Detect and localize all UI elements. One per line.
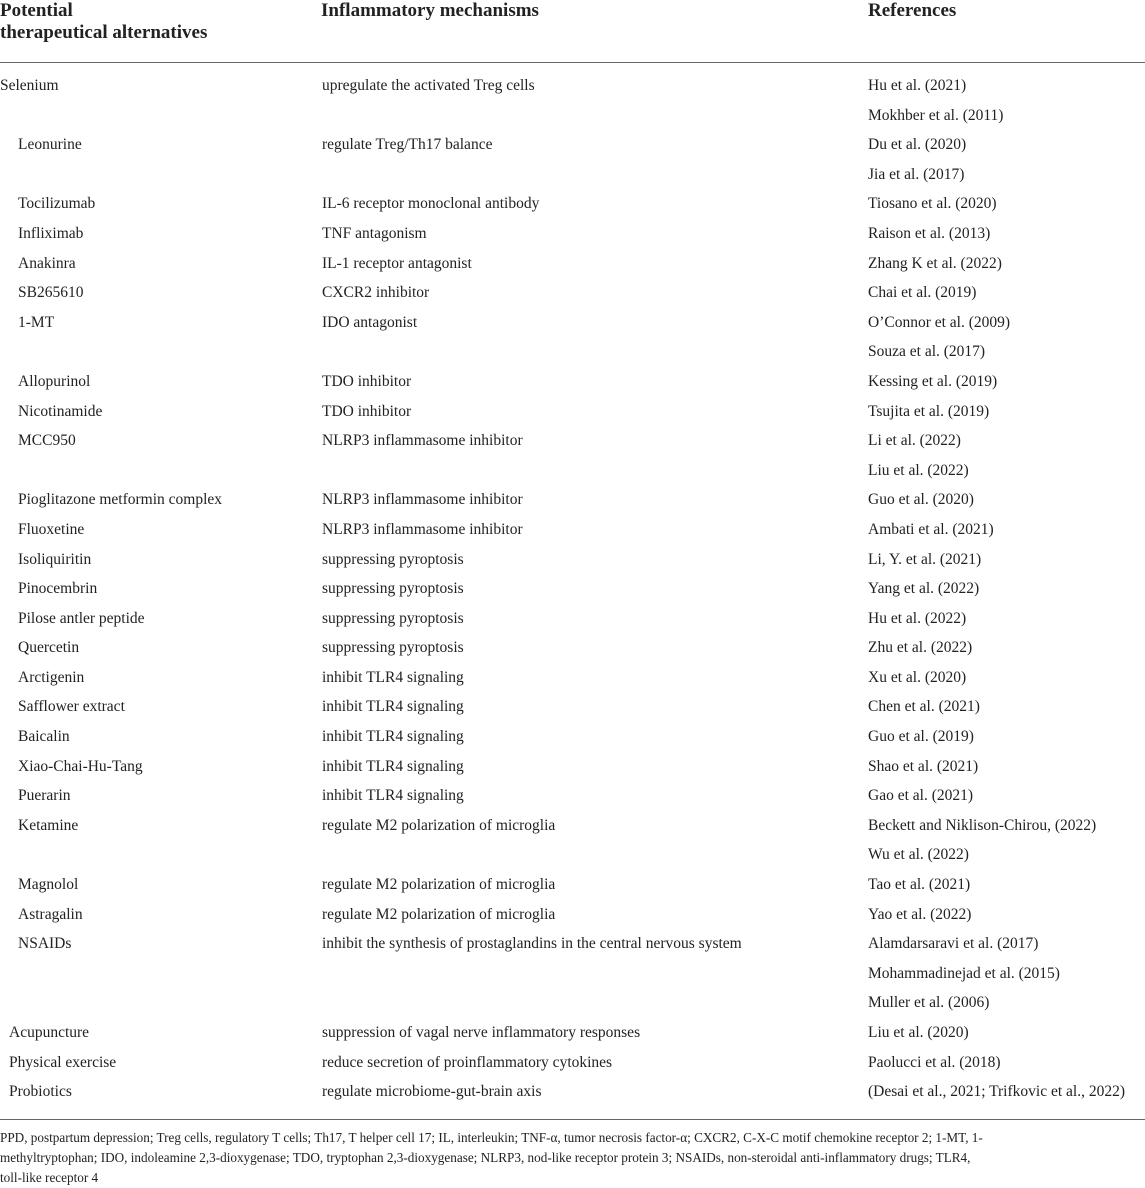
alternative-cell: Safflower extract (18, 698, 125, 716)
mechanism-cell: NLRP3 inflammasome inhibitor (322, 520, 523, 538)
mechanism-cell: regulate Treg/Th17 balance (322, 136, 493, 154)
table-row (0, 1078, 1145, 1108)
mechanism-cell: regulate M2 polarization of microglia (322, 905, 556, 923)
alternative-cell: Physical exercise (9, 1053, 117, 1071)
alternative-cell: Fluoxetine (18, 520, 85, 538)
table-row (0, 605, 1145, 635)
reference-cell: Gao et al. (2021) (868, 787, 974, 805)
alternative-cell: Xiao-Chai-Hu-Tang (18, 757, 143, 775)
table-row (0, 161, 1145, 191)
table-row (0, 989, 1145, 1019)
alternative-cell: Ketamine (18, 816, 79, 834)
reference-cell: Zhang K et al. (2022) (868, 254, 1002, 272)
alternative-cell: Acupuncture (9, 1024, 90, 1041)
header-alternatives (0, 0, 207, 44)
table-row (0, 634, 1145, 664)
reference-cell: Kessing et al. (2019) (868, 372, 998, 390)
table-row (0, 516, 1145, 546)
table-row (0, 338, 1145, 368)
reference-cell: (Desai et al., 2021; Trifkovic et al., 2022) (868, 1083, 1125, 1101)
table-row (0, 960, 1145, 990)
reference-cell: O’Connor et al. (2009) (868, 313, 1011, 331)
table-row (0, 220, 1145, 250)
reference-cell: Guo et al. (2020) (868, 491, 974, 509)
footnote-line: PPD, postpartum depression; Treg cells, regulatory T cells; Th17, T helper cell 17; IL, interleukin; TNF-α, tumor necrosis factor-α; CXCR2, C-X-C motif chemokine receptor 2; 1-MT, 1- (0, 1130, 983, 1145)
header-references: References (868, 0, 957, 21)
reference-cell: Ambati et al. (2021) (868, 520, 994, 538)
table-row (0, 664, 1145, 694)
reference-cell: Hu et al. (2021) (868, 77, 967, 94)
mechanism-cell: upregulate the activated Treg cells (322, 77, 535, 94)
header-mechanisms: Inflammatory mechanisms (321, 0, 539, 21)
table-row (0, 457, 1145, 487)
table-row (0, 486, 1145, 516)
table-row (0, 398, 1145, 428)
table-row (0, 693, 1145, 723)
mechanism-cell: TDO inhibitor (322, 402, 412, 420)
reference-cell: Li et al. (2022) (868, 432, 961, 450)
reference-cell: Mokhber et al. (2011) (868, 106, 1004, 124)
alternative-cell: Probiotics (9, 1083, 72, 1101)
table-row (0, 723, 1145, 753)
alternative-cell: Leonurine (18, 136, 82, 154)
mechanism-cell: suppressing pyroptosis (322, 639, 464, 657)
table-row (0, 753, 1145, 783)
reference-cell: Jia et al. (2017) (868, 165, 965, 183)
reference-cell: Muller et al. (2006) (868, 994, 990, 1012)
table-row (0, 1049, 1145, 1079)
table-row (0, 546, 1145, 576)
mechanism-cell: NLRP3 inflammasome inhibitor (322, 491, 523, 509)
reference-cell: Xu et al. (2020) (868, 668, 967, 686)
alternative-cell: Pilose antler peptide (18, 609, 145, 627)
reference-cell: Yang et al. (2022) (868, 580, 980, 598)
mechanism-cell: CXCR2 inhibitor (322, 284, 430, 302)
alternative-cell: MCC950 (18, 432, 76, 450)
reference-cell: Guo et al. (2019) (868, 728, 974, 746)
table-row (0, 279, 1145, 309)
reference-cell: Zhu et al. (2022) (868, 639, 973, 657)
alternative-cell: Baicalin (18, 728, 70, 746)
table-row (0, 368, 1145, 398)
mechanism-cell: suppressing pyroptosis (322, 550, 464, 568)
mechanism-cell: TDO inhibitor (322, 372, 412, 390)
mechanism-cell: TNF antagonism (322, 224, 427, 242)
alternative-cell: 1-MT (18, 313, 55, 331)
reference-cell: Chen et al. (2021) (868, 698, 980, 716)
alternative-cell: Infliximab (18, 224, 84, 242)
reference-cell: Beckett and Niklison-Chirou, (2022) (868, 816, 1097, 834)
footnote-line: methyltryptophan; IDO, indoleamine 2,3-dioxygenase; TDO, tryptophan 2,3-dioxygenase; NLRP3, nod-like receptor protein 3; NSAIDs, non-steroidal anti-inflammatory drugs; TLR4, (0, 1150, 971, 1165)
reference-cell: Liu et al. (2020) (868, 1024, 969, 1041)
alternative-cell: Quercetin (18, 639, 80, 657)
table-row (0, 901, 1145, 931)
alternative-cell: Magnolol (18, 876, 79, 894)
alternative-cell: Puerarin (18, 787, 71, 805)
reference-cell: Li, Y. et al. (2021) (868, 550, 982, 568)
reference-cell: Alamdarsaravi et al. (2017) (868, 935, 1039, 953)
table-row (0, 131, 1145, 161)
alternative-cell: Selenium (0, 77, 59, 94)
reference-cell: Shao et al. (2021) (868, 757, 979, 775)
table-header (0, 0, 1145, 63)
table-row (0, 250, 1145, 280)
table-row (0, 871, 1145, 901)
reference-cell: Souza et al. (2017) (868, 343, 986, 361)
mechanism-cell: suppression of vagal nerve inflammatory responses (322, 1024, 641, 1041)
alternative-cell: Tocilizumab (18, 195, 96, 213)
mechanism-cell: reduce secretion of proinflammatory cytokines (322, 1053, 613, 1071)
reference-cell: Liu et al. (2022) (868, 461, 969, 479)
mechanism-cell: inhibit TLR4 signaling (322, 668, 464, 686)
alternative-cell: Astragalin (18, 905, 83, 923)
mechanism-cell: regulate M2 polarization of microglia (322, 816, 556, 834)
table-row (0, 782, 1145, 812)
table-row (0, 102, 1145, 132)
alternative-cell: Allopurinol (18, 372, 91, 390)
mechanism-cell: regulate M2 polarization of microglia (322, 876, 556, 894)
alternative-cell: Arctigenin (18, 668, 85, 686)
table-row (0, 72, 1145, 102)
reference-cell: Wu et al. (2022) (868, 846, 969, 864)
alternative-cell: Nicotinamide (18, 402, 103, 420)
mechanism-cell: inhibit the synthesis of prostaglandins in the central nervous system (322, 935, 742, 953)
mechanism-cell: suppressing pyroptosis (322, 580, 464, 598)
reference-cell: Mohammadinejad et al. (2015) (868, 964, 1060, 982)
reference-cell: Raison et al. (2013) (868, 224, 991, 242)
mechanism-cell: regulate microbiome-gut-brain axis (322, 1083, 542, 1101)
alternative-cell: NSAIDs (18, 935, 72, 953)
reference-cell: Paolucci et al. (2018) (868, 1053, 1001, 1071)
mechanism-cell: inhibit TLR4 signaling (322, 728, 464, 746)
footnote-line: toll-like receptor 4 (0, 1170, 99, 1185)
table-row (0, 575, 1145, 605)
mechanism-cell: IL-1 receptor antagonist (322, 254, 472, 272)
alternative-cell: Anakinra (18, 254, 76, 272)
header-alternatives-line2: therapeutical alternatives (0, 22, 208, 43)
mechanism-cell: inhibit TLR4 signaling (322, 757, 464, 775)
mechanism-cell: NLRP3 inflammasome inhibitor (322, 432, 523, 450)
mechanism-cell: IDO antagonist (322, 313, 418, 331)
table-row (0, 427, 1145, 457)
table-row (0, 190, 1145, 220)
header-alternatives-line1: Potential (0, 0, 73, 21)
alternative-cell: Pinocembrin (18, 580, 98, 598)
mechanism-cell: IL-6 receptor monoclonal antibody (322, 195, 540, 213)
reference-cell: Tiosano et al. (2020) (868, 195, 997, 213)
table-body (0, 72, 1145, 1108)
table-footnote (0, 1119, 1145, 1188)
alternative-cell: Isoliquiritin (18, 550, 92, 568)
reference-cell: Tao et al. (2021) (868, 876, 971, 894)
alternative-cell: SB265610 (18, 284, 84, 302)
reference-cell: Yao et al. (2022) (868, 905, 972, 923)
mechanism-cell: inhibit TLR4 signaling (322, 698, 464, 716)
table-row (0, 930, 1145, 960)
mechanism-cell: inhibit TLR4 signaling (322, 787, 464, 805)
reference-cell: Hu et al. (2022) (868, 609, 967, 627)
table-row (0, 812, 1145, 842)
table-row (0, 1019, 1145, 1049)
alternative-cell: Pioglitazone metformin complex (18, 491, 223, 509)
reference-cell: Du et al. (2020) (868, 136, 967, 154)
reference-cell: Tsujita et al. (2019) (868, 402, 990, 420)
reference-cell: Chai et al. (2019) (868, 284, 977, 302)
mechanism-cell: suppressing pyroptosis (322, 609, 464, 627)
table-row (0, 841, 1145, 871)
table-row (0, 309, 1145, 339)
